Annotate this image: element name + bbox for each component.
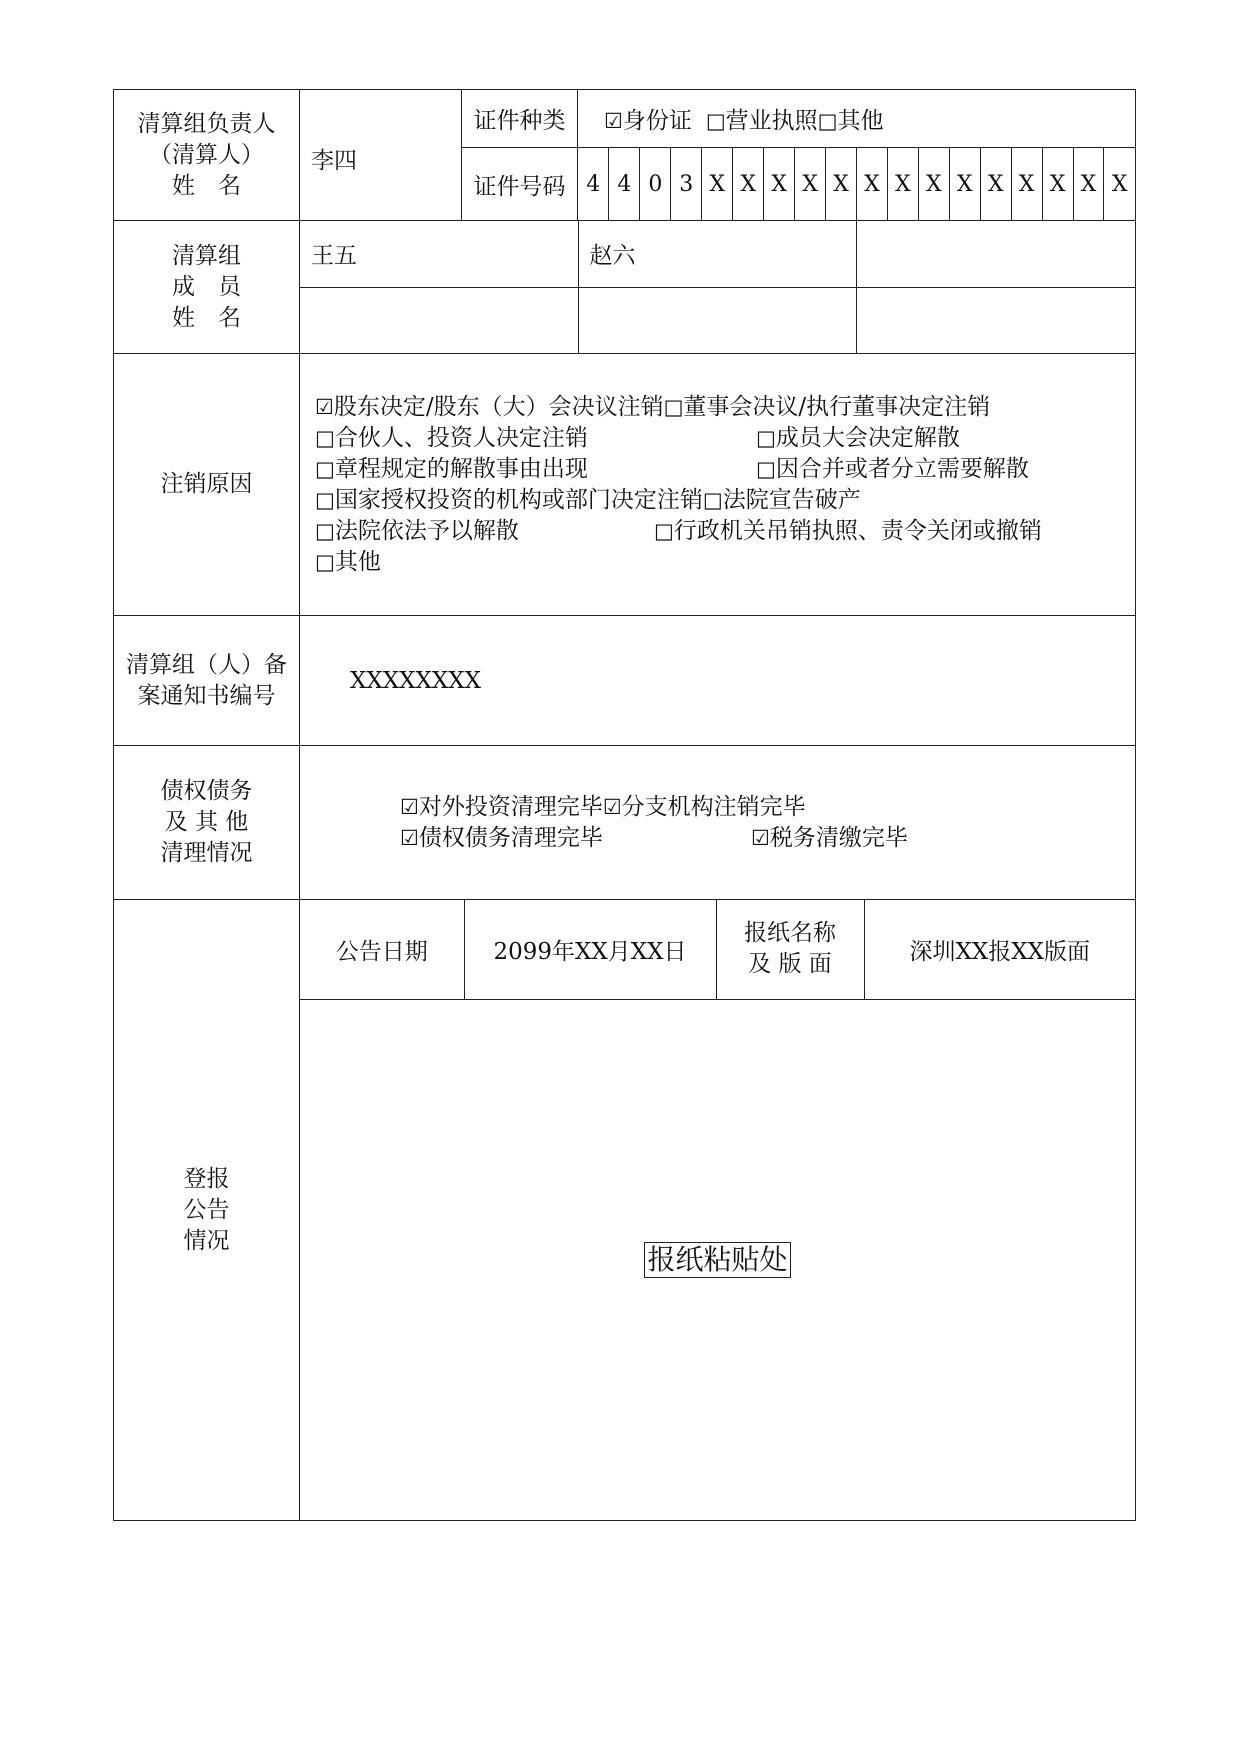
debts-option-branches[interactable]: ☑分支机构注销完毕 xyxy=(602,793,806,820)
checkbox-empty-icon: □ xyxy=(705,109,726,133)
checkbox-empty-icon: □ xyxy=(315,549,335,574)
reason-option-members-meeting[interactable]: □成员大会决定解散 xyxy=(756,424,960,451)
checkbox-empty-icon: □ xyxy=(702,487,723,512)
checkbox-checked-icon: ☑ xyxy=(400,825,419,850)
label-line: 清算组 xyxy=(172,242,241,269)
label-line: （清算人） xyxy=(149,141,264,168)
id-digit: 4 xyxy=(578,148,609,220)
id-type-label: 证件种类 xyxy=(462,90,578,148)
debts-line xyxy=(400,792,1135,823)
checkbox-empty-icon: □ xyxy=(315,456,335,481)
checkbox-empty-icon: □ xyxy=(654,518,674,543)
id-digit: 4 xyxy=(609,148,640,220)
newspaper-label xyxy=(716,900,864,999)
member-name-field[interactable] xyxy=(300,287,578,353)
announcement-date-label: 公告日期 xyxy=(300,900,464,999)
checkbox-empty-icon: □ xyxy=(315,487,335,512)
label-line: 姓 名 xyxy=(172,172,241,199)
id-digit: X xyxy=(1073,148,1104,220)
checkbox-empty-icon: □ xyxy=(663,394,684,419)
filing-number-value: XXXXXXXX xyxy=(350,667,481,694)
liquidator-head-name-cell[interactable] xyxy=(300,90,462,221)
reason-label: 注销原因 xyxy=(114,354,300,616)
checkbox-checked-icon: ☑ xyxy=(602,794,622,819)
announcement-date-field[interactable]: 2099年XX月XX日 xyxy=(464,900,716,999)
reason-option-state-authority[interactable]: □国家授权投资的机构或部门决定注销 xyxy=(315,486,703,513)
reason-option-bankruptcy[interactable]: □法院宣告破产 xyxy=(702,486,861,513)
id-number-label: 证件号码 xyxy=(462,148,578,221)
id-digit: X xyxy=(1042,148,1073,220)
reason-line xyxy=(315,485,1135,516)
reason-line xyxy=(315,423,1135,454)
checkbox-empty-icon: □ xyxy=(315,425,335,450)
id-digit: X xyxy=(1111,171,1128,197)
deregistration-form xyxy=(113,89,1136,1521)
label-line: 债权债务 xyxy=(160,778,253,804)
reason-option-articles[interactable]: □章程规定的解散事由出现 xyxy=(315,455,588,482)
debts-option-investment[interactable]: ☑对外投资清理完毕 xyxy=(400,793,603,820)
id-digit: X xyxy=(1011,148,1042,220)
label-line: 登报 xyxy=(183,1165,230,1192)
label-line: 及 版 面 xyxy=(748,951,832,978)
reason-option-other[interactable]: □其他 xyxy=(315,548,381,575)
id-number-grid[interactable] xyxy=(578,148,1136,221)
id-digit: 0 xyxy=(640,148,671,220)
newspaper-field[interactable]: 深圳XX报XX版面 xyxy=(864,900,1135,999)
id-option-business-license[interactable]: □营业执照 xyxy=(705,108,818,134)
liquidator-head-name: 李四 xyxy=(311,148,357,174)
liquidator-head-label xyxy=(114,90,300,221)
reason-option-partner[interactable]: □合伙人、投资人决定注销 xyxy=(315,424,588,451)
label-line: 及 其 他 xyxy=(164,809,249,835)
id-digit: X xyxy=(826,148,857,220)
id-digit: X xyxy=(733,148,764,220)
members-grid xyxy=(300,221,1136,354)
debts-option-tax[interactable]: ☑税务清缴完毕 xyxy=(751,824,908,851)
reason-options xyxy=(300,354,1136,616)
member-name-field[interactable]: 赵六 xyxy=(578,221,856,287)
id-digit: X xyxy=(918,148,949,220)
id-digit: X xyxy=(856,148,887,220)
reason-line xyxy=(315,454,1135,485)
debts-line xyxy=(400,823,1135,854)
label-line: 清理情况 xyxy=(160,840,253,866)
checkbox-empty-icon: □ xyxy=(315,518,335,543)
label-line: 清算组负责人 xyxy=(137,110,276,137)
reason-option-board[interactable]: □董事会决议/执行董事决定注销 xyxy=(663,393,991,420)
label-line: 案通知书编号 xyxy=(137,682,276,709)
id-option-id-card[interactable]: ☑身份证 xyxy=(604,108,692,134)
checkbox-checked-icon: ☑ xyxy=(604,109,623,133)
checkbox-checked-icon: ☑ xyxy=(751,825,770,850)
member-name-field[interactable] xyxy=(578,287,856,353)
reason-line xyxy=(315,547,1135,578)
label-line: 情况 xyxy=(183,1227,230,1254)
label-line: 清算组（人）备 xyxy=(126,651,287,678)
debts-option-debts[interactable]: ☑债权债务清理完毕 xyxy=(400,824,603,851)
reason-line xyxy=(315,516,1135,547)
member-name-field[interactable]: 王五 xyxy=(300,221,578,287)
id-digit: X xyxy=(702,148,733,220)
announcement-label xyxy=(114,900,300,1521)
id-digit: X xyxy=(949,148,980,220)
checkbox-empty-icon: □ xyxy=(817,109,838,133)
debts-label xyxy=(114,746,300,900)
member-name-field[interactable] xyxy=(856,221,1135,287)
reason-option-revocation[interactable]: □行政机关吊销执照、责令关闭或撤销 xyxy=(654,517,1042,544)
checkbox-empty-icon: □ xyxy=(756,425,776,450)
label-line: 成 员 xyxy=(172,273,241,300)
id-digit: X xyxy=(980,148,1011,220)
label-line: 姓 名 xyxy=(172,304,241,331)
id-option-other[interactable]: □其他 xyxy=(817,108,884,134)
paste-area-label: 报纸粘贴处 xyxy=(644,1242,790,1278)
members-label xyxy=(114,221,300,354)
reason-option-merger[interactable]: □因合并或者分立需要解散 xyxy=(756,455,1029,482)
checkbox-checked-icon: ☑ xyxy=(315,394,334,419)
label-line: 公告 xyxy=(183,1196,230,1223)
announcement-content xyxy=(300,900,1136,1521)
id-digit: 3 xyxy=(671,148,702,220)
checkbox-empty-icon: □ xyxy=(756,456,776,481)
member-name-field[interactable] xyxy=(856,287,1135,353)
filing-number-label xyxy=(114,616,300,746)
filing-number-field[interactable] xyxy=(300,616,1136,746)
reason-option-court-dissolution[interactable]: □法院依法予以解散 xyxy=(315,517,519,544)
reason-option-shareholder[interactable]: ☑股东决定/股东（大）会决议注销 xyxy=(315,393,664,420)
newspaper-paste-area[interactable] xyxy=(300,999,1135,1520)
id-type-options xyxy=(578,90,1136,148)
reason-line xyxy=(315,392,1135,423)
label-line: 报纸名称 xyxy=(744,920,836,947)
id-digit: X xyxy=(795,148,826,220)
id-digit: X xyxy=(764,148,795,220)
id-digit: X xyxy=(887,148,918,220)
checkbox-checked-icon: ☑ xyxy=(400,794,419,819)
debts-options xyxy=(300,746,1136,900)
